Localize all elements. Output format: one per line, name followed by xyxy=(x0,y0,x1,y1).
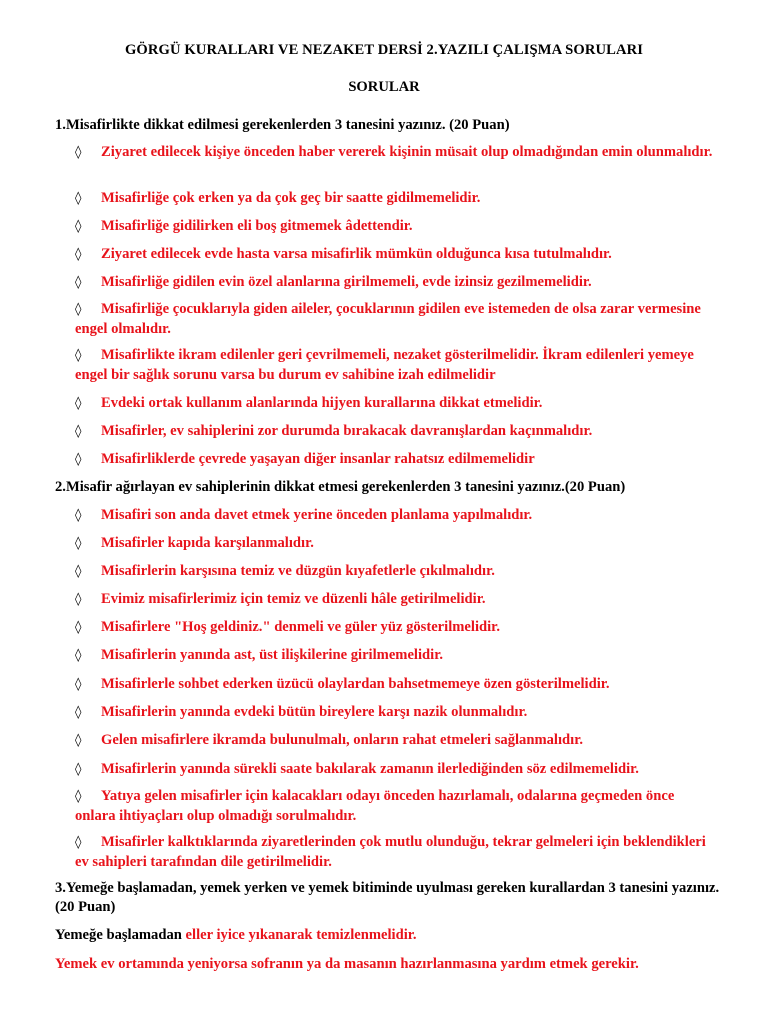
answer-item xyxy=(75,618,715,638)
section-heading: SORULAR xyxy=(348,79,420,95)
question-3: 3.Yemeğe başlamadan, yemek yerken ve yemek bitiminde uyulması gereken kurallardan 3 tanesini yazınız.(20 Puan) xyxy=(55,880,720,915)
answer-text: Misafirliklerde çevrede yaşayan diğer insanlar rahatsız edilmemelidir xyxy=(101,451,535,467)
answer-text: Misafirliğe gidilirken eli boş gitmemek âdettendir. xyxy=(101,218,413,234)
answer-item xyxy=(75,273,715,293)
answer-text: Misafirliğe çocuklarıyla giden aileler, çocuklarının gidilen eve istemeden de olsa zarar vermesine engel olmalıdır. xyxy=(75,301,701,337)
answer-text: Misafirlere "Hoş geldiniz." denmeli ve güler yüz gösterilmelidir. xyxy=(101,619,500,635)
question-1: 1.Misafirlikte dikkat edilmesi gerekenlerden 3 tanesini yazınız. (20 Puan) xyxy=(55,117,510,133)
answer-text: Misafirliğe gidilen evin özel alanlarına girilmemeli, evde izinsiz gezilmemelidir. xyxy=(101,274,592,290)
diamond-bullet-icon: ◊ xyxy=(75,564,82,579)
answer-paragraph: Yemek ev ortamında yeniyorsa sofranın ya da masanın hazırlanmasına yardım etmek gerekir. xyxy=(55,956,639,972)
answer-text: Misafirlerin karşısına temiz ve düzgün kıyafetlerle çıkılmalıdır. xyxy=(101,563,495,579)
answer-text: Misafiri son anda davet etmek yerine önceden planlama yapılmalıdır. xyxy=(101,507,533,523)
answer-item xyxy=(75,562,715,582)
diamond-bullet-icon: ◊ xyxy=(75,705,82,720)
diamond-bullet-icon: ◊ xyxy=(75,247,82,262)
answer-text: Evdeki ortak kullanım alanlarında hijyen kurallarına dikkat etmelidir. xyxy=(101,395,543,411)
answer-prefix: Yemeğe başlamadan xyxy=(55,927,182,943)
diamond-bullet-icon: ◊ xyxy=(75,275,82,290)
answer-text: Misafirlerle sohbet ederken üzücü olaylardan bahsetmemeye özen gösterilmelidir. xyxy=(101,676,610,692)
diamond-bullet-icon: ◊ xyxy=(75,733,82,748)
answer-item xyxy=(75,534,715,554)
document-title: GÖRGÜ KURALLARI VE NEZAKET DERSİ 2.YAZILI ÇALIŞMA SORULARI xyxy=(124,42,644,58)
answer-text: Misafirler kalktıklarında ziyaretlerinden çok mutlu olunduğu, tekrar gelmeleri için beklendikleri ev sahipleri tarafından dile getirilmelidir. xyxy=(75,834,706,870)
answer-text: Yatıya gelen misafirler için kalacakları odayı önceden hazırlamalı, odalarına geçmeden önce onlara ihtiyaçları olup olmadığı sorulmalıdır. xyxy=(75,788,675,824)
answer-item xyxy=(75,506,715,526)
answer-item xyxy=(75,731,715,751)
question-2: 2.Misafir ağırlayan ev sahiplerinin dikkat etmesi gerekenlerden 3 tanesini yazınız.(20 Puan) xyxy=(55,479,626,495)
answer-item xyxy=(75,189,715,209)
diamond-bullet-icon: ◊ xyxy=(75,191,82,206)
answer-item xyxy=(75,422,715,442)
answer-item xyxy=(75,675,715,695)
diamond-bullet-icon: ◊ xyxy=(75,536,82,551)
answer-item xyxy=(75,143,715,163)
answer-item xyxy=(75,833,715,871)
diamond-bullet-icon: ◊ xyxy=(75,219,82,234)
answer-text: Misafirlerin yanında ast, üst ilişkilerine girilmemelidir. xyxy=(101,647,443,663)
answer-item xyxy=(75,590,715,610)
diamond-bullet-icon: ◊ xyxy=(75,452,82,467)
answer-text: Evimiz misafirlerimiz için temiz ve düzenli hâle getirilmelidir. xyxy=(101,591,486,607)
diamond-bullet-icon: ◊ xyxy=(75,508,82,523)
answer-text: Misafirlikte ikram edilenler geri çevrilmemeli, nezaket gösterilmelidir. İkram edilenleri yemeye engel bir sağlık sorunu varsa bu durum ev sahibine izah edilmelidir xyxy=(75,347,694,383)
diamond-bullet-icon: ◊ xyxy=(75,620,82,635)
diamond-bullet-icon: ◊ xyxy=(75,835,82,850)
answer-item xyxy=(75,787,715,825)
answer-item xyxy=(75,217,715,237)
answer-text: Misafirler kapıda karşılanmalıdır. xyxy=(101,535,314,551)
diamond-bullet-icon: ◊ xyxy=(75,145,82,160)
answer-text: Misafirliğe çok erken ya da çok geç bir saatte gidilmemelidir. xyxy=(101,190,481,206)
answer-item xyxy=(75,450,715,470)
diamond-bullet-icon: ◊ xyxy=(75,592,82,607)
diamond-bullet-icon: ◊ xyxy=(75,348,82,363)
answer-item xyxy=(75,346,715,384)
diamond-bullet-icon: ◊ xyxy=(75,424,82,439)
answer-text: Misafirler, ev sahiplerini zor durumda bırakacak davranışlardan kaçınmalıdır. xyxy=(101,423,593,439)
answer-item xyxy=(75,646,715,666)
answer-text: Gelen misafirlere ikramda bulunulmalı, onların rahat etmeleri sağlanmalıdır. xyxy=(101,732,583,748)
answer-item xyxy=(75,245,715,265)
answer-item xyxy=(75,300,715,338)
diamond-bullet-icon: ◊ xyxy=(75,762,82,777)
diamond-bullet-icon: ◊ xyxy=(75,677,82,692)
diamond-bullet-icon: ◊ xyxy=(75,396,82,411)
diamond-bullet-icon: ◊ xyxy=(75,789,82,804)
answer-text: Ziyaret edilecek kişiye önceden haber vererek kişinin müsait olup olmadığından emin olunmalıdır. xyxy=(101,144,713,160)
answer-text: Misafirlerin yanında evdeki bütün bireylere karşı nazik olunmalıdır. xyxy=(101,704,528,720)
diamond-bullet-icon: ◊ xyxy=(75,648,82,663)
answer-text: eller iyice yıkanarak temizlenmelidir. xyxy=(181,927,417,943)
answer-text: Ziyaret edilecek evde hasta varsa misafirlik mümkün olduğunca kısa tutulmalıdır. xyxy=(101,246,612,262)
answer-item xyxy=(75,703,715,723)
answer-item xyxy=(75,394,715,414)
answer-text: Misafirlerin yanında sürekli saate bakılarak zamanın ilerlediğinden söz edilmemelidir. xyxy=(101,761,639,777)
diamond-bullet-icon: ◊ xyxy=(75,302,82,317)
answer-item xyxy=(75,760,715,780)
answer-paragraph xyxy=(55,926,735,945)
